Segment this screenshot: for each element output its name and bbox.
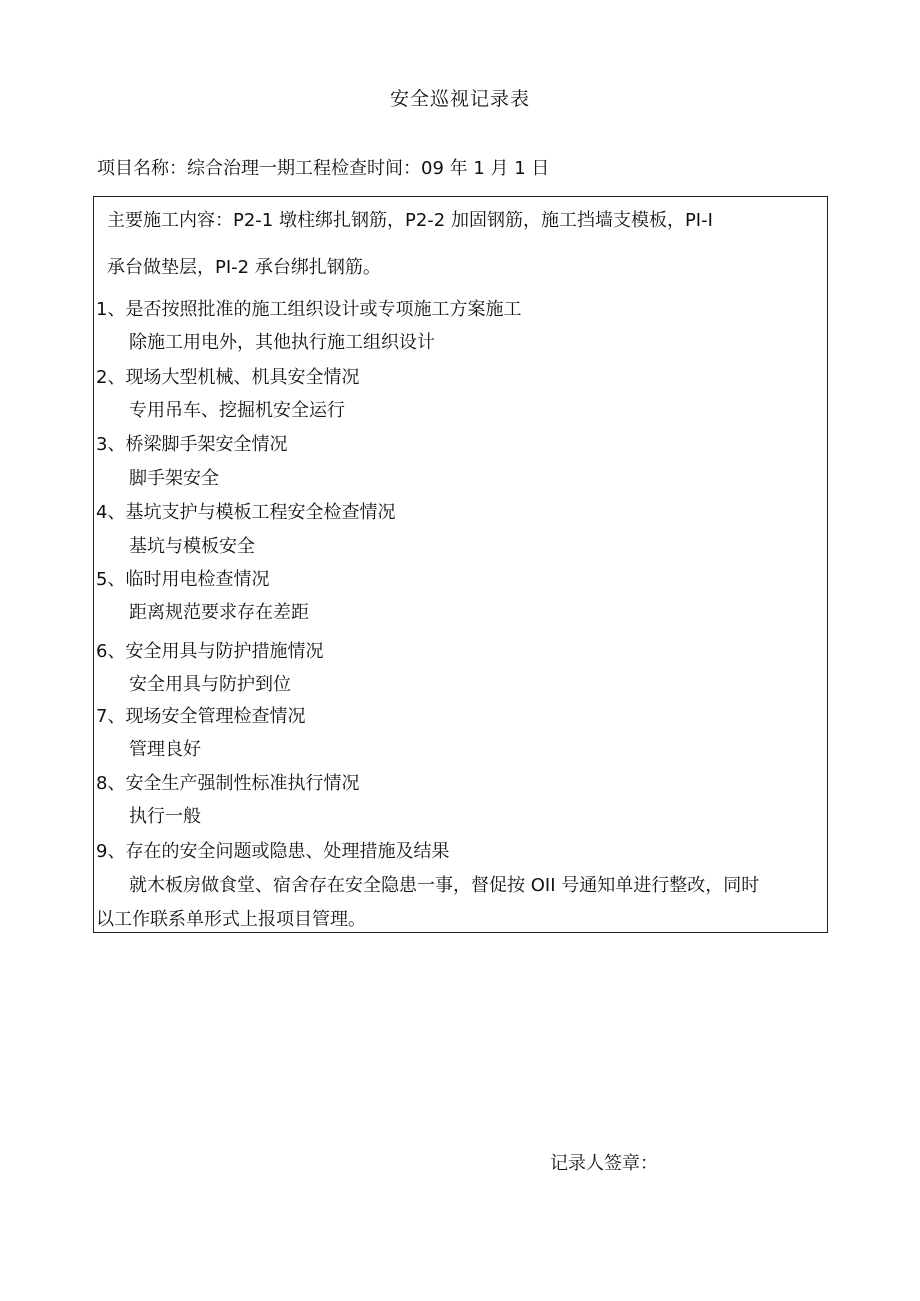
item-2-question: 2、现场大型机械、机具安全情况: [96, 367, 360, 388]
item-6-question: 6、安全用具与防护措施情况: [96, 641, 324, 662]
item-5-question: 5、临时用电检查情况: [96, 569, 270, 590]
item-4-answer: 基坑与模板安全: [129, 536, 255, 557]
item-2-answer: 专用吊车、挖掘机安全运行: [129, 400, 345, 421]
item-1-question: 1、是否按照批准的施工组织设计或专项施工方案施工: [96, 299, 522, 320]
item-6-answer: 安全用具与防护到位: [129, 674, 291, 695]
item-4-question: 4、基坑支护与模板工程安全检查情况: [96, 502, 396, 523]
item-9-answer: 就木板房做食堂、宿舍存在安全隐患一事，督促按 OII 号通知单进行整改，同时: [129, 875, 760, 896]
item-8-answer: 执行一般: [129, 806, 201, 827]
project-name-and-date: 项目名称：综合治理一期工程检查时间：09 年 1 月 1 日: [97, 158, 550, 179]
item-8-question: 8、安全生产强制性标准执行情况: [96, 773, 360, 794]
item-7-question: 7、现场安全管理检查情况: [96, 706, 306, 727]
item-3-question: 3、桥梁脚手架安全情况: [96, 434, 288, 455]
recorder-signature-label: 记录人签章：: [550, 1153, 658, 1174]
item-5-answer: 距离规范要求存在差距: [129, 602, 309, 623]
document-title: 安全巡视记录表: [389, 88, 530, 110]
item-1-answer: 除施工用电外，其他执行施工组织设计: [129, 332, 435, 353]
main-content-line-2: 承台做垫层，PI-2 承台绑扎钢筋。: [107, 257, 381, 278]
item-9-question: 9、存在的安全问题或隐患、处理措施及结果: [96, 841, 450, 862]
item-3-answer: 脚手架安全: [129, 468, 219, 489]
item-9-answer-continued: 以工作联系单形式上报项目管理。: [96, 909, 366, 930]
item-7-answer: 管理良好: [129, 739, 201, 760]
main-content-line-1: 主要施工内容：P2-1 墩柱绑扎钢筋，P2-2 加固钢筋，施工挡墙支模板，PI-I: [107, 210, 713, 231]
